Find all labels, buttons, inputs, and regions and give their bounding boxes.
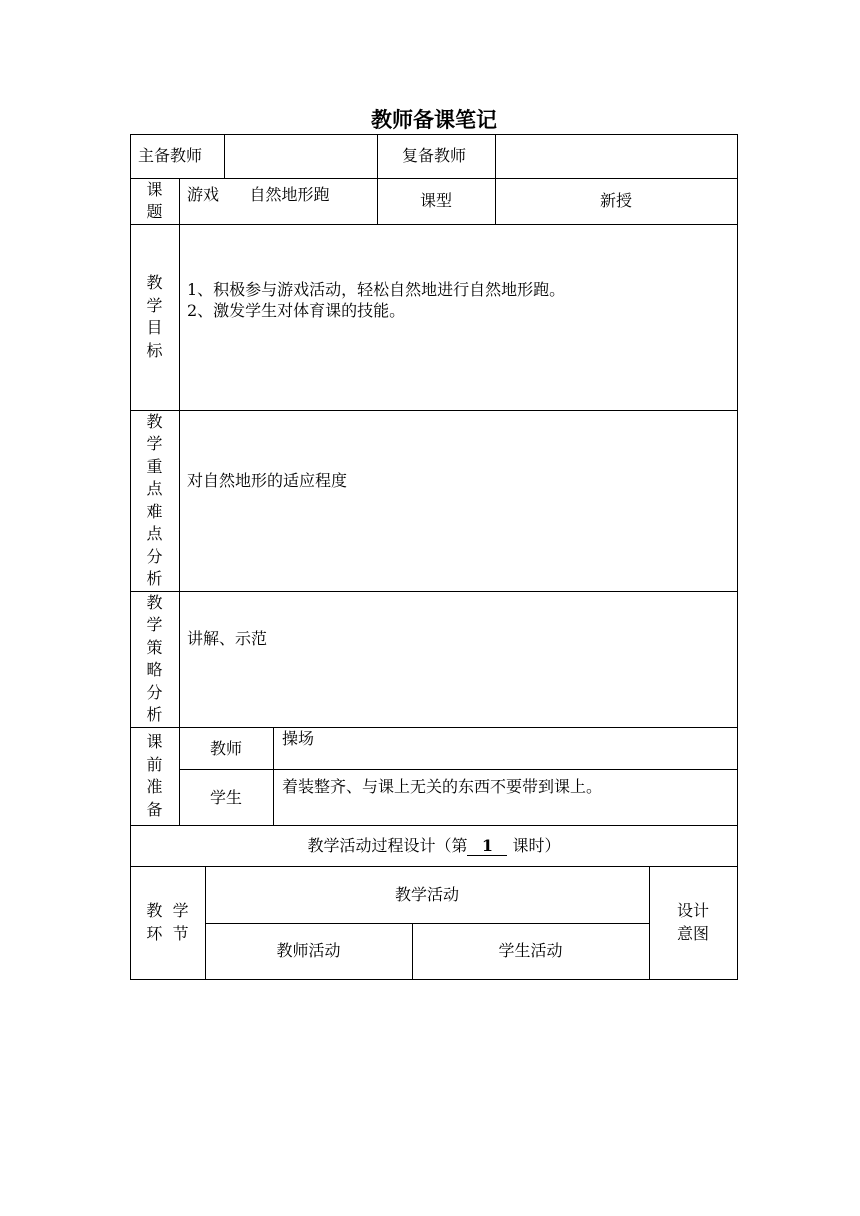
teaching-goal-2: 2、激发学生对体育课的技能。	[187, 301, 406, 320]
main-teacher-label: 主备教师	[138, 146, 203, 165]
strategy-label: 教 学 策 略 分 析	[146, 592, 163, 724]
table-border-bottom	[130, 979, 738, 980]
prep-teacher-label: 教师	[209, 739, 242, 758]
secondary-teacher-label: 复备教师	[402, 146, 467, 165]
col-divider	[224, 134, 225, 178]
row-divider	[130, 591, 738, 592]
process-design-header: 教学活动过程设计（第 1 课时）	[307, 836, 561, 855]
row-divider	[130, 825, 738, 826]
preparation-label: 课 前 准 备	[146, 732, 163, 819]
lesson-number: 1	[467, 837, 507, 856]
teaching-goal-1: 1、积极参与游戏活动，轻松自然地进行自然地形跑。	[187, 280, 566, 299]
row-divider	[179, 769, 738, 770]
student-activity-header: 学生活动	[498, 941, 563, 960]
teaching-stage-label: 教 学 环 节	[146, 901, 189, 943]
row-divider	[130, 727, 738, 728]
key-points-label: 教 学 重 点 难 点 分 析	[146, 411, 163, 588]
row-divider	[205, 923, 649, 924]
design-intent-label: 设计 意图	[676, 901, 709, 943]
col-divider	[205, 866, 206, 979]
teacher-activity-header: 教师活动	[276, 941, 341, 960]
table-border-top	[130, 134, 738, 135]
teaching-activity-header: 教学活动	[394, 885, 459, 904]
row-divider	[130, 410, 738, 411]
row-divider	[130, 178, 738, 179]
lesson-type-label: 课型	[419, 191, 452, 210]
topic-value: 游戏 自然地形跑	[187, 185, 330, 204]
prep-student-value: 着装整齐、与课上无关的东西不要带到课上。	[282, 777, 603, 796]
lesson-type-value: 新授	[599, 191, 632, 210]
topic-label: 课 题	[146, 179, 163, 221]
strategy-value: 讲解、示范	[187, 629, 268, 648]
col-divider	[273, 727, 274, 825]
prep-student-label: 学生	[209, 788, 242, 807]
row-divider	[130, 224, 738, 225]
prep-teacher-value: 操场	[282, 729, 315, 748]
col-divider	[179, 178, 180, 825]
row-divider	[130, 866, 738, 867]
key-points-value: 对自然地形的适应程度	[187, 471, 348, 490]
page-title: 教师备课笔记	[371, 107, 497, 132]
teaching-goals-label: 教 学 目 标	[146, 273, 163, 360]
